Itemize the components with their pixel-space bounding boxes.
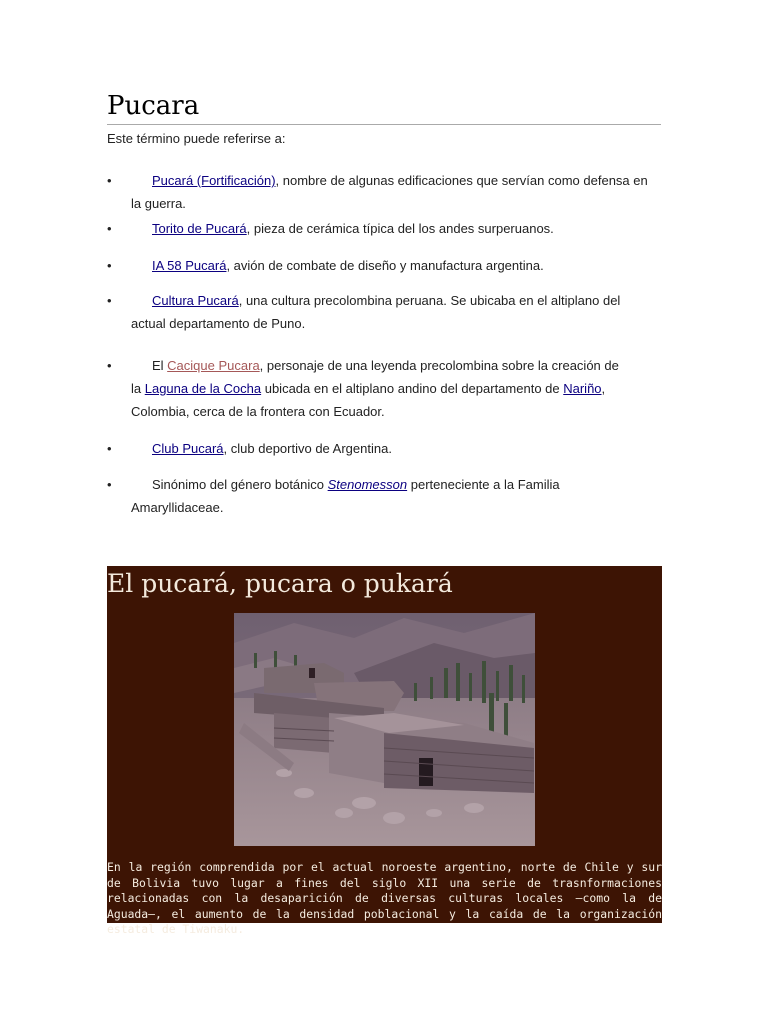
item-text: , personaje de una leyenda precolombina sobre la creación de [259,358,619,373]
item-text: , pieza de cerámica típica del los andes surperuanos. [246,221,554,236]
pucara-ruins-photo [234,613,535,846]
bullet: • [107,173,112,188]
section-body: En la región comprendida por el actual noroeste argentino, norte de Chile y sur de Bolivia tuvo lugar a fines del siglo XII una serie de trasnformaciones relacionadas con la desaparición de diversas culturas locales –como la de Aguada–, el aumento de la densidad poblacional y la caída de la organización estatal de Tiwanaku. [107,860,662,936]
bullet: • [107,221,112,236]
item-text: , [601,381,606,396]
link-cacique-pucara[interactable]: Cacique Pucara [167,358,260,373]
page-title: Pucara [107,90,661,125]
item-text: Sinónimo del género botánico [152,477,328,492]
item-text: la guerra. [131,196,186,211]
intro-text: Este término puede referirse a: [107,131,286,146]
list-item [107,354,667,423]
list-item [107,437,667,460]
list-item [107,473,667,519]
bullet: • [107,293,112,308]
item-text: perteneciente a la Familia [407,477,560,492]
bullet: • [107,258,112,273]
item-text: , nombre de algunas edificaciones que servían como defensa en [275,173,648,188]
link-laguna-de-la-cocha[interactable]: Laguna de la Cocha [144,381,262,396]
pucara-section [107,566,662,936]
link-pucara-fortificacion[interactable]: Pucará (Fortificación) [152,173,276,188]
item-text: ubicada en el altiplano andino del departamento de [261,381,564,396]
link-narino[interactable]: Nariño [563,381,602,396]
bullet: • [107,358,112,373]
item-text: El [152,358,168,373]
item-text: Amaryllidaceae. [131,500,224,515]
link-torito-de-pucara[interactable]: Torito de Pucará [152,221,247,236]
list-item [107,169,667,215]
link-club-pucara[interactable]: Club Pucará [152,441,224,456]
link-cultura-pucara[interactable]: Cultura Pucará [152,293,239,308]
item-text: actual departamento de Puno. [131,316,306,331]
list-item [107,254,667,277]
item-text: , avión de combate de diseño y manufactura argentina. [226,258,544,273]
list-item [107,217,667,240]
item-text: , una cultura precolombina peruana. Se ubicaba en el altiplano del [238,293,621,308]
item-text: la [131,381,145,396]
link-ia58-pucara[interactable]: IA 58 Pucará [152,258,227,273]
bullet: • [107,477,112,492]
bullet: • [107,441,112,456]
item-text: , club deportivo de Argentina. [223,441,392,456]
link-stenomesson[interactable]: Stenomesson [327,477,408,492]
list-item [107,289,667,335]
section-title: El pucará, pucara o pukará [107,569,453,598]
item-text: Colombia, cerca de la frontera con Ecuador. [131,404,385,419]
